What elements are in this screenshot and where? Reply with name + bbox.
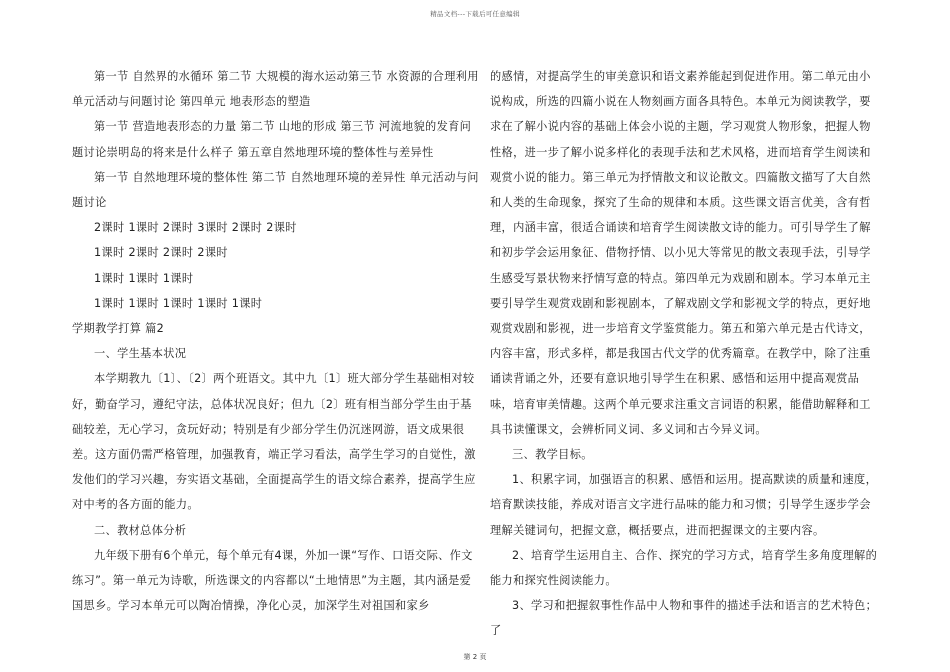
right-column (490, 64, 878, 644)
paragraph: 的感情，对提高学生的审美意识和语文素养能起到促进作用。第二单元由小说构成，所选的四篇小说在人物刻画方面各具特色。本单元为阅读教学，要求在了解小说内容的基础上体会小说的主题，学习观赏人物形象，把握人物性格，进一步了解小说多样化的表现手法和艺术风格，进而培育学生阅读和观赏小说的能力。第三单元为抒情散文和议论散文。四篇散文描写了大自然和人类的生命现象，探究了生命的规律和本质。这些课文语言优美，含有哲理，内涵丰富，很适合诵读和培育学生阅读散文诗的能力。可引导学生了解和初步学会运用象征、借物抒情、以小见大等常见的散文表现手法，引导学生感受写景状物来抒情写意的特点。第四单元为戏剧和剧本。学习本单元主要引导学生观赏戏剧和影视剧本，了解戏剧文学和影视文学的特点，更好地观赏戏剧和影视，进一步培育文学鉴赏能力。第五和第六单元是古代诗文，内容丰富，形式多样，都是我国古代文学的优秀篇章。在教学中，除了注重诵读背诵之外，还要有意识地引导学生在积累、感悟和运用中提高观赏品味，培育审美情趣。这两个单元要求注重文言词语的积累，能借助解释和工具书读懂课文，会辨析同义词、多义词和古今异义词。 (490, 70, 871, 436)
paragraph: 2、培育学生运用自主、合作、探究的学习方式，培育学生多角度理解的能力和探究性阅读能力。 (490, 548, 878, 588)
paragraph: 学期教学打算 篇2 (72, 322, 165, 336)
paragraph: 3、学习和把握叙事性作品中人物和事件的描述手法和语言的艺术特色；了 (490, 599, 878, 638)
paragraph: 第一节 营造地表形态的力量 第二节 山地的形成 第三节 河流地貌的发育问题讨论崇明岛的将来是什么样子 第五章自然地理环境的整体性与差异性 (72, 120, 472, 159)
paragraph: 本学期教九〔1〕、〔2〕两个班语文。其中九〔1〕班大部分学生基础相对较好，勤奋学习，遵纪守法，总体状况良好；但九〔2〕班有相当部分学生由于基础较差，无心学习，贪玩好动；特别是有少部分学生仍沉迷网游，语文成果很差。这方面仍需严格管理，加强教育，端正学习看法，高学生学习的自觉性，激发他们的学习兴趣，夯实语文基础，全面提高学生的语文综合素养，提高学生应对中考的各方面的能力。 (72, 372, 476, 512)
page-header: 精品文档---下载后可任意编辑 (430, 10, 520, 18)
paragraph: 二、教材总体分析 (94, 523, 187, 537)
paragraph: 1、积累字词，加强语言的积累、感悟和运用。提高默读的质量和速度，培育默读技能，养成对语言文字进行品味的能力和习惯；引导学生逐步学会理解关键词句，把握文意，概括要点，进而把握课文的主要内容。 (490, 473, 878, 537)
paragraph: 1课时 1课时 1课时 (94, 271, 194, 285)
paragraph: 三、教学目标。 (512, 448, 593, 462)
paragraph: 1课时 1课时 1课时 1课时 1课时 (94, 296, 263, 310)
left-column (72, 64, 480, 618)
paragraph: 2课时 1课时 2课时 3课时 2课时 2课时 (94, 221, 297, 235)
paragraph: 1课时 2课时 2课时 2课时 (94, 246, 228, 260)
paragraph: 第一节 自然界的水循环 第二节 大规模的海水运动第三节 水资源的合理利用 单元活动与问题讨论 第四单元 地表形态的塑造 (72, 70, 479, 109)
paragraph: 一、学生基本状况 (94, 347, 187, 361)
paragraph: 第一节 自然地理环境的整体性 第二节 自然地理环境的差异性 单元活动与问题讨论 (72, 170, 479, 210)
paragraph: 九年级下册有6个单元，每个单元有4课，外加一课“写作、口语交际、作文练习”。第一单元为诗歌，所选课文的内容都以“土地情思”为主题，其内涵是爱国思乡。学习本单元可以陶冶情操，净化心灵，加深学生对祖国和家乡 (72, 548, 473, 613)
page-number: 第 2 页 (463, 653, 487, 661)
